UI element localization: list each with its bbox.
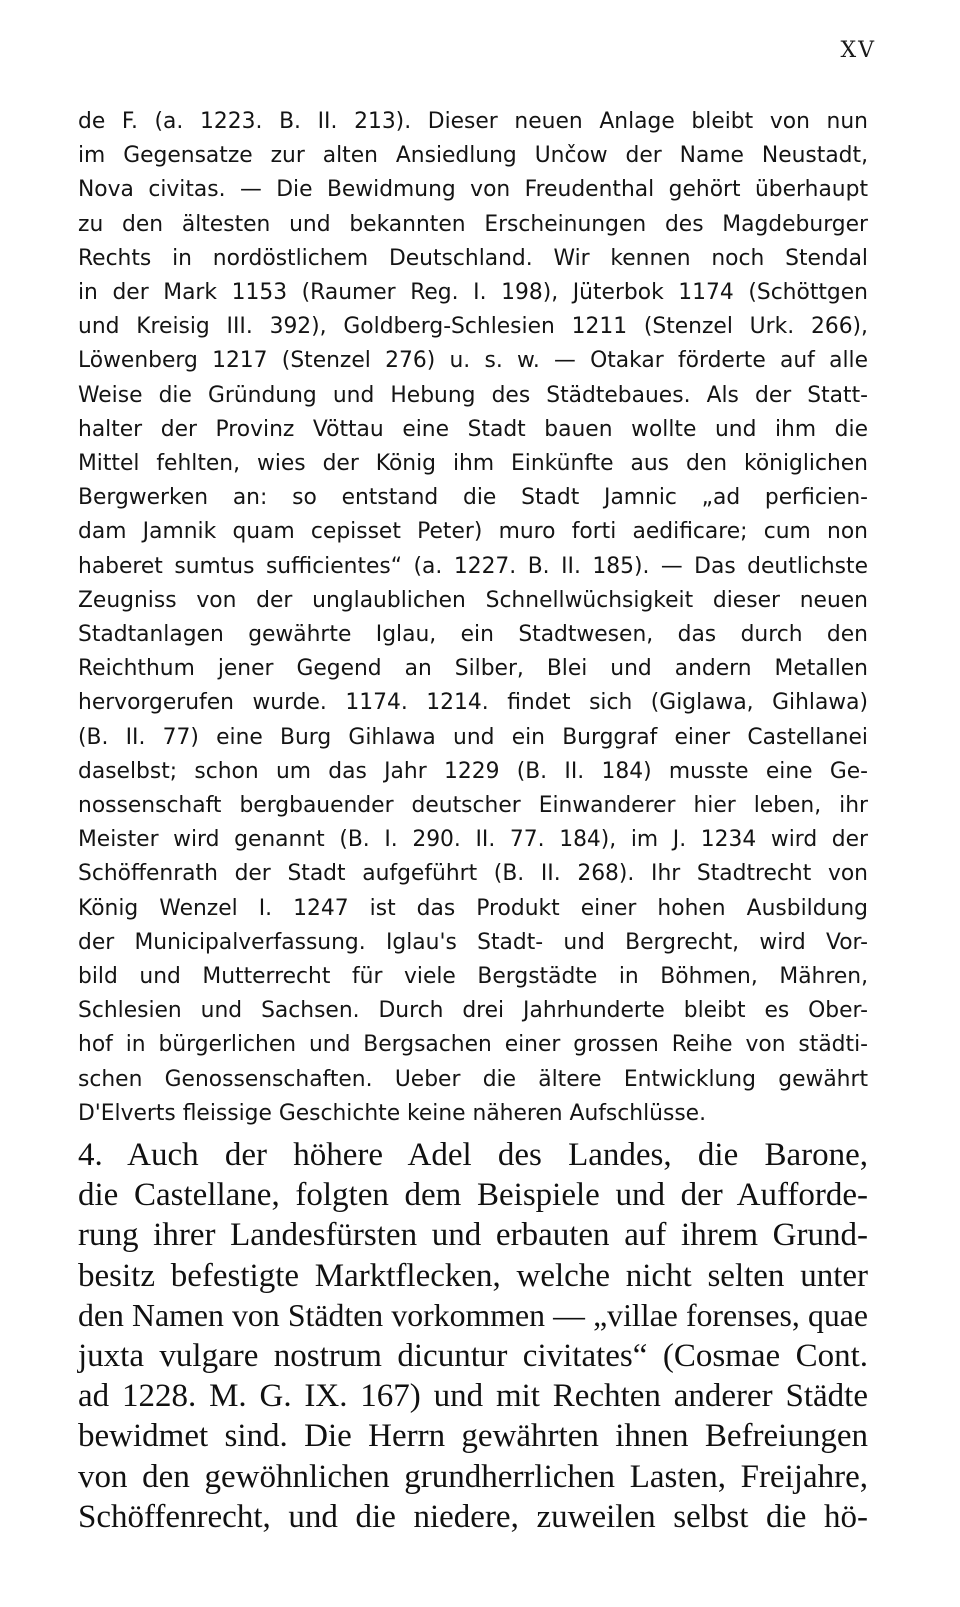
text-line: und Kreisig III. 392), Goldberg-Schlesien 1211 (Stenzel Urk. 266), (78, 314, 868, 340)
text-line: Löwenberg 1217 (Stenzel 276) u. s. w. — Otakar förderte auf alle (78, 348, 868, 374)
text-line: Weise die Gründung und Hebung des Städtebaues. Als der Statt- (78, 382, 868, 408)
text-line: rung ihrer Landesfürsten und erbauten auf ihrem Grund- (78, 1217, 868, 1254)
text-line: de F. (a. 1223. B. II. 213). Dieser neuen Anlage bleibt von nun (78, 109, 868, 134)
text-line: bild und Mutterrecht für viele Bergstädte in Böhmen, Mähren, (78, 964, 868, 990)
text-line: daselbst; schon um das Jahr 1229 (B. II. 184) musste eine Ge- (78, 758, 868, 784)
text-line: zu den ältesten und bekannten Erscheinungen des Magdeburger (78, 211, 868, 237)
text-line: König Wenzel I. 1247 ist das Produkt einer hohen Ausbildung (78, 895, 868, 921)
text-line: die Castellane, folgten dem Beispiele und der Aufforde- (78, 1177, 868, 1214)
text-line: Stadtanlagen gewährte Iglau, ein Stadtwesen, das durch den (78, 622, 868, 648)
text-line: bewidmet sind. Die Herrn gewährten ihnen Befreiungen (78, 1418, 868, 1455)
text-line: dam Jamnik quam cepisset Peter) muro forti aedificare; cum non (78, 519, 868, 545)
text-line: juxta vulgare nostrum dicuntur civitates“ (Cosmae Cont. (78, 1338, 868, 1375)
text-line: Mittel fehlten, wies der König ihm Einkünfte aus den königlichen (78, 451, 868, 477)
paragraph-continuation (78, 105, 868, 1131)
text-line: Bergwerken an: so entstand die Stadt Jamnic „ad perficien- (78, 485, 868, 511)
text-line: schen Genossenschaften. Ueber die ältere Entwicklung gewährt (78, 1066, 868, 1092)
text-line: hervorgerufen wurde. 1174. 1214. findet sich (Giglawa, Gihlawa) (78, 690, 868, 716)
text-line: besitz befestigte Marktflecken, welche nicht selten unter (78, 1257, 868, 1294)
text-line: hof in bürgerlichen und Bergsachen einer grossen Reihe von städti- (78, 1032, 868, 1058)
text-line: nossenschaft bergbauender deutscher Einwanderer hier leben, ihr (78, 793, 868, 819)
text-line: im Gegensatze zur alten Ansiedlung Unčow der Name Neustadt, (78, 143, 868, 169)
text-line: D'Elverts fleissige Geschichte keine näheren Aufschlüsse. (78, 1100, 707, 1126)
text-line: in der Mark 1153 (Raumer Reg. I. 198), Jüterbok 1174 (Schöttgen (78, 280, 868, 306)
text-line: Schlesien und Sachsen. Durch drei Jahrhunderte bleibt es Ober- (78, 998, 868, 1024)
text-line: (B. II. 77) eine Burg Gihlawa und ein Burggraf einer Castellanei (78, 724, 868, 750)
text-line: Schöffenrath der Stadt aufgeführt (B. II. 268). Ihr Stadtrecht von (78, 861, 868, 887)
text-line: halter der Provinz Vöttau eine Stadt bauen wollte und ihm die (78, 416, 868, 442)
text-line: den Namen von Städten vorkommen — „villae forenses, quae (78, 1297, 868, 1333)
text-line: Meister wird genannt (B. I. 290. II. 77. 184), im J. 1234 wird der (78, 827, 868, 853)
page-number: XV (840, 38, 876, 63)
text-line: der Municipalverfassung. Iglau's Stadt- und Bergrecht, wird Vor- (78, 929, 868, 955)
text-line: Reichthum jener Gegend an Silber, Blei und andern Metallen (78, 656, 868, 682)
text-line: 4. Auch der höhere Adel des Landes, die Barone, (78, 1137, 868, 1173)
text-line: Schöffenrecht, und die niedere, zuweilen selbst die hö- (78, 1498, 868, 1535)
text-line: Zeugniss von der unglaublichen Schnellwüchsigkeit dieser neuen (78, 587, 868, 613)
section-4-paragraph (78, 1135, 868, 1537)
text-line: Rechts in nordöstlichem Deutschland. Wir kennen noch Stendal (78, 245, 868, 271)
text-line: Nova civitas. — Die Bewidmung von Freudenthal gehört überhaupt (78, 177, 868, 203)
text-line: von den gewöhnlichen grundherrlichen Lasten, Freijahre, (78, 1458, 868, 1495)
text-line: haberet sumtus sufficientes“ (a. 1227. B. II. 185). — Das deutlichste (78, 553, 868, 579)
text-line: ad 1228. M. G. IX. 167) und mit Rechten anderer Städte (78, 1378, 868, 1415)
